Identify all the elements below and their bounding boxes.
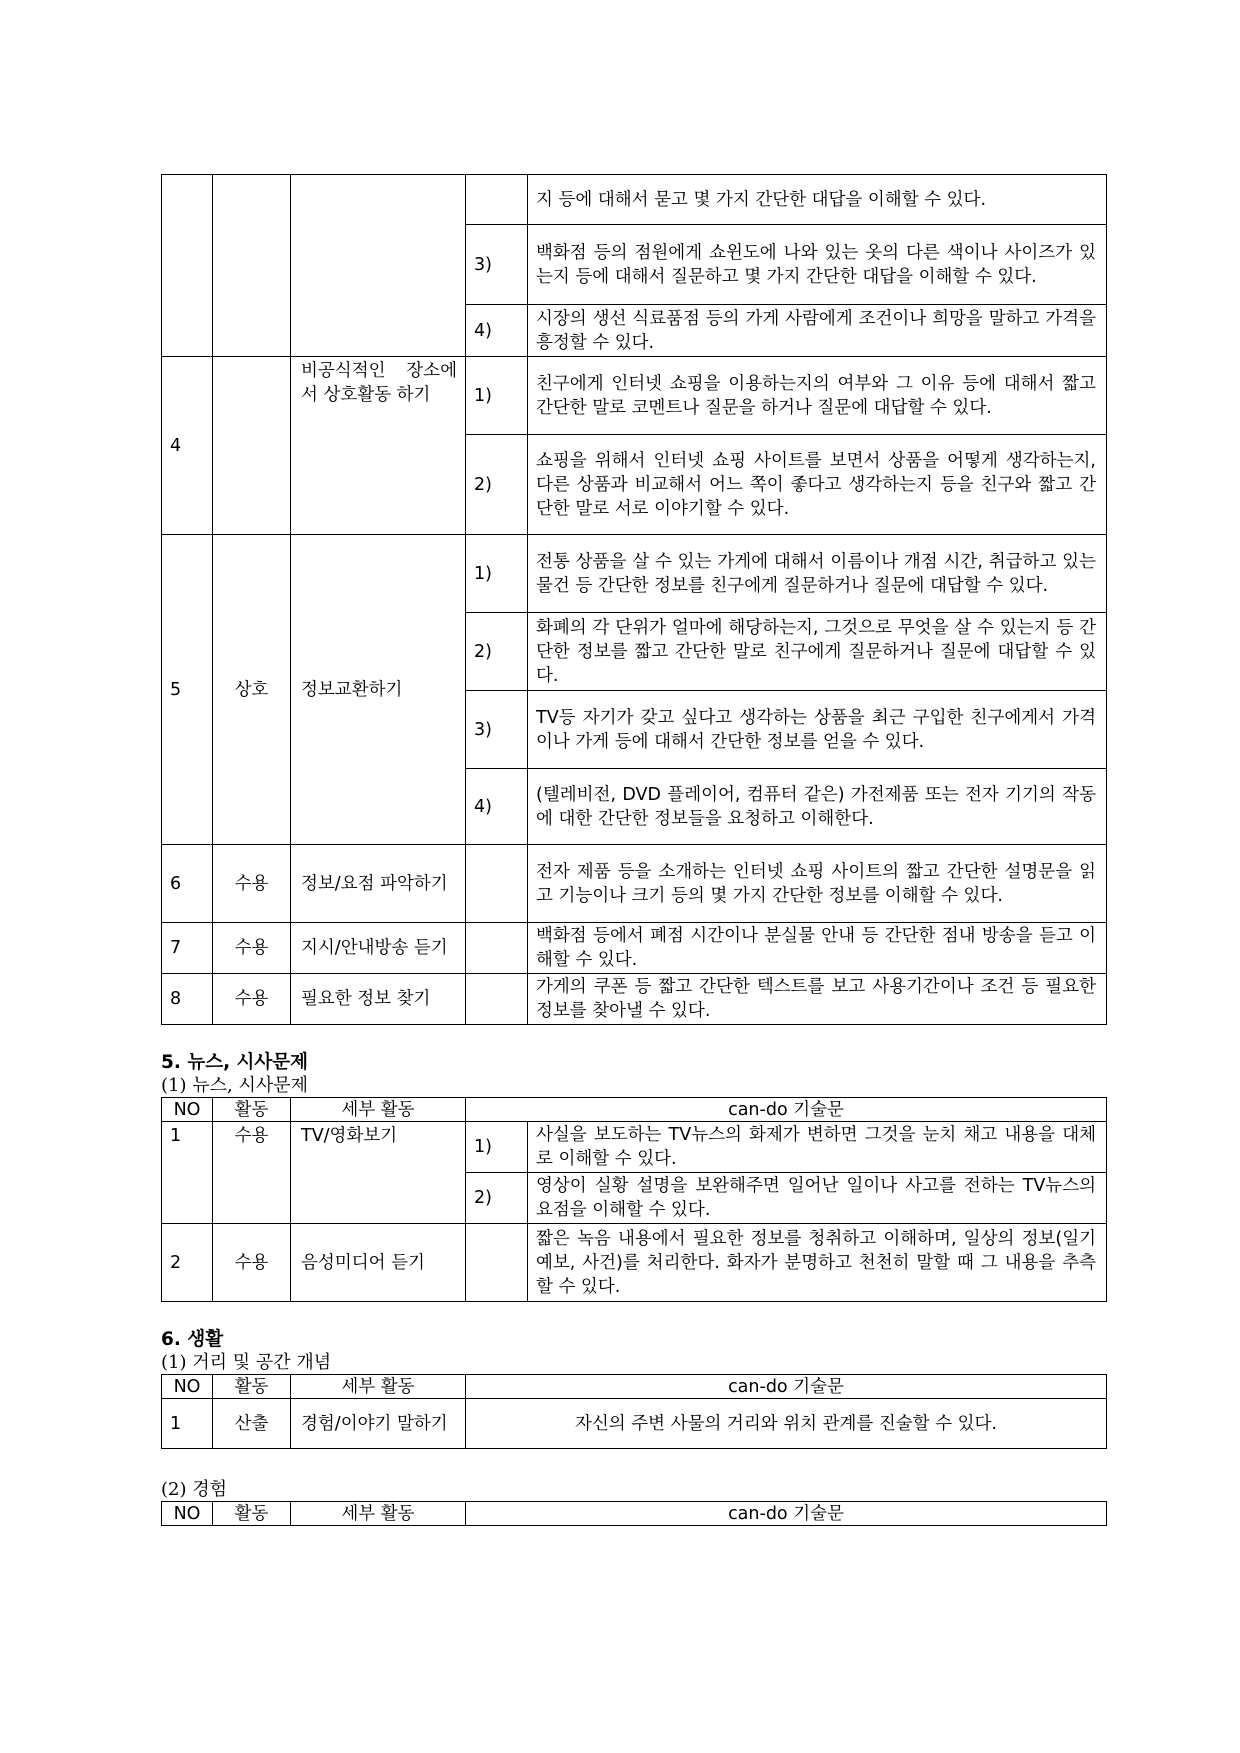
row-number: 8 (162, 974, 213, 1025)
header-no: NO (162, 1502, 213, 1526)
table-row: 5 상호 정보교환하기 1) 전통 상품을 살 수 있는 가게에 대해서 이름이나 개점 시간, 취급하고 있는 물건 등 간단한 정보를 친구에게 질문하거나 질문에 대답할 수 있다. (162, 535, 1107, 613)
detail-activity: 지시/안내방송 듣기 (291, 923, 466, 974)
experience-table (161, 1501, 1107, 1526)
header-activity: 활동 (213, 1502, 291, 1526)
can-do-text: 짧은 녹음 내용에서 필요한 정보를 청취하고 이해하며, 일상의 정보(일기예보, 사건)를 처리한다. 화자가 분명하고 천천히 말할 때 그 내용을 추측할 수 있다. (528, 1224, 1107, 1302)
activity: 상호 (213, 535, 291, 845)
activity: 수용 (213, 1122, 291, 1224)
can-do-text: 백화점 등의 점원에게 쇼윈도에 나와 있는 옷의 다른 색이나 사이즈가 있는지 등에 대해서 질문하고 몇 가지 간단한 대답을 이해할 수 있다. (528, 225, 1107, 305)
can-do-text: 사실을 보도하는 TV뉴스의 화제가 변하면 그것을 눈치 채고 내용을 대체로 이해할 수 있다. (528, 1122, 1107, 1173)
can-do-text: 친구에게 인터넷 쇼핑을 이용하는지의 여부와 그 이유 등에 대해서 짧고 간단한 말로 코멘트나 질문을 하거나 질문에 대답할 수 있다. (528, 357, 1107, 435)
subsection-title: (1) 뉴스, 시사문제 (161, 1075, 308, 1096)
table-row (162, 845, 1107, 923)
header-detail: 세부 활동 (291, 1098, 466, 1122)
distance-table (161, 1374, 1107, 1449)
header-no: NO (162, 1375, 213, 1399)
can-do-text: 시장의 생선 식료품점 등의 가게 사람에게 조건이나 희망을 말하고 가격을 흥정할 수 있다. (528, 305, 1107, 357)
row-number: 4 (162, 357, 213, 535)
can-do-text: 전통 상품을 살 수 있는 가게에 대해서 이름이나 개점 시간, 취급하고 있는 물건 등 간단한 정보를 친구에게 질문하거나 질문에 대답할 수 있다. (528, 535, 1107, 613)
row-number: 6 (162, 845, 213, 923)
row-number: 1 (162, 1122, 213, 1224)
can-do-text: 화폐의 각 단위가 얼마에 해당하는지, 그것으로 무엇을 살 수 있는지 등 간단한 정보를 짧고 간단한 말로 친구에게 질문하거나 질문에 대답할 수 있다. (528, 613, 1107, 691)
can-do-text: 쇼핑을 위해서 인터넷 쇼핑 사이트를 보면서 상품을 어떻게 생각하는지, 다른 상품과 비교해서 어느 쪽이 좋다고 생각하는지 등을 친구와 짧고 간단한 말로 서로 이야기할 수 있다. (528, 435, 1107, 535)
subsection-title: (2) 경험 (161, 1479, 227, 1500)
table-row (162, 175, 1107, 225)
detail-activity: 정보교환하기 (291, 535, 466, 845)
header-detail: 세부 활동 (291, 1375, 466, 1399)
table-row: 4) (텔레비전, DVD 플레이어, 컴퓨터 같은) 가전제품 또는 전자 기기의 작동에 대한 간단한 정보들을 요청하고 이해한다. (162, 769, 1107, 845)
table-row (162, 923, 1107, 974)
table-row: 4 비공식적인 장소에서 상호활동 하기 1) 친구에게 인터넷 쇼핑을 이용하는지의 여부와 그 이유 등에 대해서 짧고 간단한 말로 코멘트나 질문을 하거나 질문에 대답할 수 있다. (162, 357, 1107, 435)
subsection-title: (1) 거리 및 공간 개념 (161, 1352, 332, 1373)
header-can-do: can-do 기술문 (466, 1502, 1107, 1526)
news-table (161, 1097, 1107, 1302)
detail-activity: 필요한 정보 찾기 (291, 974, 466, 1025)
section-title: 5. 뉴스, 시사문제 (161, 1052, 309, 1073)
table-header-row (162, 1375, 1107, 1399)
detail-activity: TV/영화보기 (291, 1122, 466, 1224)
table-row (162, 1224, 1107, 1302)
activity: 수용 (213, 845, 291, 923)
can-do-text: TV등 자기가 갖고 싶다고 생각하는 상품을 최근 구입한 친구에게서 가격이나 가게 등에 대해서 간단한 정보를 얻을 수 있다. (528, 691, 1107, 769)
table-row: 1 수용 TV/영화보기 1) 사실을 보도하는 TV뉴스의 화제가 변하면 그것을 눈치 채고 내용을 대체로 이해할 수 있다. (162, 1122, 1107, 1173)
row-number: 7 (162, 923, 213, 974)
table-row: 4) 시장의 생선 식료품점 등의 가게 사람에게 조건이나 희망을 말하고 가격을 흥정할 수 있다. (162, 305, 1107, 357)
activity: 산출 (213, 1399, 291, 1449)
header-can-do: can-do 기술문 (466, 1375, 1107, 1399)
table-header-row (162, 1502, 1107, 1526)
activity: 수용 (213, 1224, 291, 1302)
table-row: 3) 백화점 등의 점원에게 쇼윈도에 나와 있는 옷의 다른 색이나 사이즈가 있는지 등에 대해서 질문하고 몇 가지 간단한 대답을 이해할 수 있다. (162, 225, 1107, 305)
table-row (162, 1399, 1107, 1449)
section-title: 6. 생활 (161, 1329, 224, 1350)
can-do-text: 백화점 등에서 폐점 시간이나 분실물 안내 등 간단한 점내 방송을 듣고 이해할 수 있다. (528, 923, 1107, 974)
header-activity: 활동 (213, 1375, 291, 1399)
continued-table (161, 174, 1107, 1025)
table-row: 2) 화폐의 각 단위가 얼마에 해당하는지, 그것으로 무엇을 살 수 있는지 등 간단한 정보를 짧고 간단한 말로 친구에게 질문하거나 질문에 대답할 수 있다. (162, 613, 1107, 691)
header-no: NO (162, 1098, 213, 1122)
detail-activity: 음성미디어 듣기 (291, 1224, 466, 1302)
header-activity: 활동 (213, 1098, 291, 1122)
row-number: 2 (162, 1224, 213, 1302)
table-header-row (162, 1098, 1107, 1122)
header-detail: 세부 활동 (291, 1502, 466, 1526)
can-do-text: 전자 제품 등을 소개하는 인터넷 쇼핑 사이트의 짧고 간단한 설명문을 읽고 기능이나 크기 등의 몇 가지 간단한 정보를 이해할 수 있다. (528, 845, 1107, 923)
document (161, 174, 1106, 1526)
table-row: 3) TV등 자기가 갖고 싶다고 생각하는 상품을 최근 구입한 친구에게서 가격이나 가게 등에 대해서 간단한 정보를 얻을 수 있다. (162, 691, 1107, 769)
detail-activity: 정보/요점 파악하기 (291, 845, 466, 923)
can-do-text: (텔레비전, DVD 플레이어, 컴퓨터 같은) 가전제품 또는 전자 기기의 작동에 대한 간단한 정보들을 요청하고 이해한다. (528, 769, 1107, 845)
can-do-text: 자신의 주변 사물의 거리와 위치 관계를 진술할 수 있다. (466, 1399, 1107, 1449)
can-do-text: 가게의 쿠폰 등 짧고 간단한 텍스트를 보고 사용기간이나 조건 등 필요한 정보를 찾아낼 수 있다. (528, 974, 1107, 1025)
table-row: 2) 영상이 실황 설명을 보완해주면 일어난 일이나 사고를 전하는 TV뉴스의 요점을 이해할 수 있다. (162, 1173, 1107, 1224)
can-do-text: 영상이 실황 설명을 보완해주면 일어난 일이나 사고를 전하는 TV뉴스의 요점을 이해할 수 있다. (528, 1173, 1107, 1224)
activity: 수용 (213, 974, 291, 1025)
table-row: 2) 쇼핑을 위해서 인터넷 쇼핑 사이트를 보면서 상품을 어떻게 생각하는지, 다른 상품과 비교해서 어느 쪽이 좋다고 생각하는지 등을 친구와 짧고 간단한 말로 서로 이야기할 수 있다. (162, 435, 1107, 535)
row-number: 1 (162, 1399, 213, 1449)
row-number: 5 (162, 535, 213, 845)
table-row (162, 974, 1107, 1025)
detail-activity: 경험/이야기 말하기 (291, 1399, 466, 1449)
activity: 수용 (213, 923, 291, 974)
detail-activity: 비공식적인 장소에서 상호활동 하기 (291, 357, 466, 535)
can-do-text: 지 등에 대해서 묻고 몇 가지 간단한 대답을 이해할 수 있다. (528, 175, 1107, 225)
header-can-do: can-do 기술문 (466, 1098, 1107, 1122)
